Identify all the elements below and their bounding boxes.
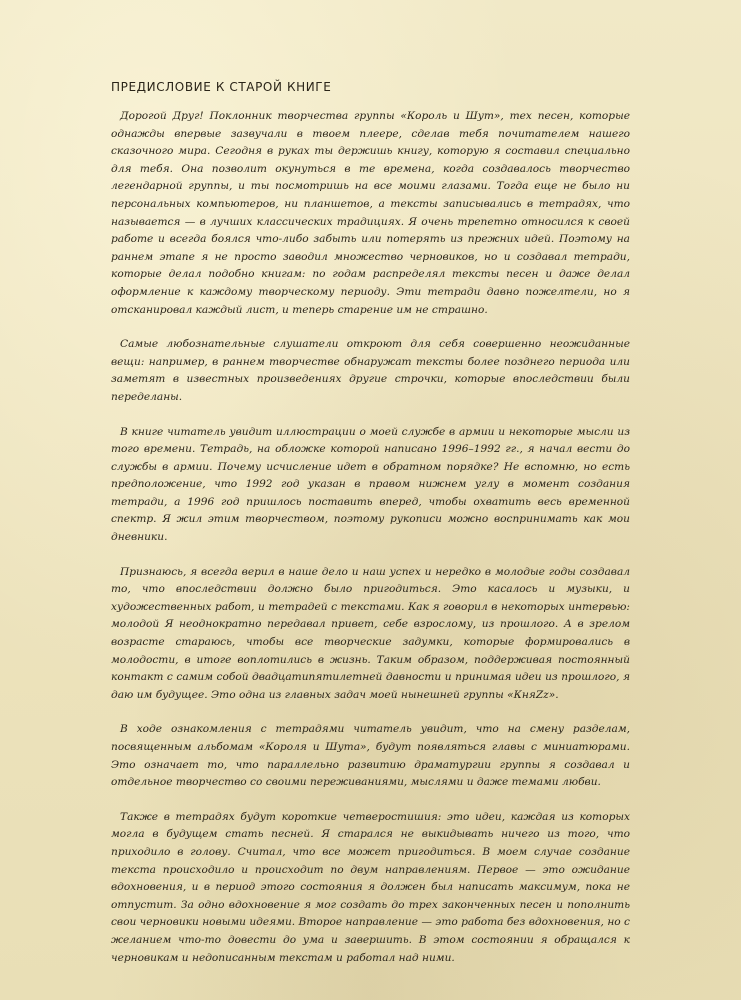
page-title: ПРЕДИСЛОВИЕ К СТАРОЙ КНИГЕ <box>111 80 332 94</box>
paragraph-4: Признаюсь, я всегда верил в наше дело и наш успех и нередко в молодые годы создавал то, что впоследствии должно было пригодиться. Это касалось и музыки, и художественных работ, и тетрадей с текстами. Как я говорил в некоторых интервью: молодой Я неоднократно передавал привет, себе взрослому, из прошлого. А в зрелом возрасте стараюсь, чтобы все творческие задумки, которые формировались в молодости, в итоге воплотились в жизнь. Таким образом, поддерживая постоянный контакт с самим собой двадцатипятилетней давности и принимая идеи из прошлого, я даю им будущее. Это одна из главных задач моей нынешней группы «КняZz». <box>111 565 630 701</box>
paragraph-5: В ходе ознакомления с тетрадями читатель увидит, что на смену разделам, посвященным альбомам «Короля и Шута», будут появляться главы с миниатюрами. Это означает то, что параллельно развитию драматургии группы я создавал и отдельное творчество со своими переживаниями, мыслями и даже темами любви. <box>111 723 630 789</box>
paragraph-3: В книге читатель увидит иллюстрации о моей службе в армии и некоторые мысли из того времени. Тетрадь, на обложке которой написано 1996–1992 гг., я начал вести до службы в армии. Почему исчисление идет в обратном порядке? Не вспомню, но есть предположение, что 1992 год указан в правом нижнем углу в момент создания тетради, а 1996 год пришлось поставить вперед, чтобы охватить весь временной спектр. Я жил этим творчеством, поэтому рукописи можно воспринимать как мои дневники. <box>111 425 630 544</box>
paragraph-1: Дорогой Друг! Поклонник творчества группы «Король и Шут», тех песен, которые однажды впервые зазвучали в твоем плеере, сделав тебя почитателем нашего сказочного мира. Сегодня в руках ты держишь книгу, которую я составил специально для тебя. Она позволит окунуться в те времена, когда создавалось творчество легендарной группы, и ты посмотришь на все моими глазами. Тогда еще не было ни персональных компьютеров, ни планшетов, а тексты записывались в тетрадях, что называется — в лучших классических традициях. Я очень трепетно относился к своей работе и всегда боялся что-либо забыть или потерять из прежних идей. Поэтому на раннем этапе я не просто заводил множество черновиков, но и создавал тетради, которые делал подобно книгам: по годам распределял тексты песен и даже делал оформление к каждому творческому периоду. Эти тетради давно пожелтели, но я отсканировал каждый лист, и теперь старение им не страшно. <box>111 110 630 316</box>
paragraph-6: Также в тетрадях будут короткие четверостишия: это идеи, каждая из которых могла в будущем стать песней. Я старался не выкидывать ничего из того, что приходило в голову. Считал, что все может пригодиться. В моем случае создание текста происходило и происходит по двум направлениям. Первое — это ожидание вдохновения, и в период этого состояния я должен был написать максимум, пока не отпустит. За одно вдохновение я мог создать до трех законченных песен и пополнить свои черновики новыми идеями. Второе направление — это работа без вдохновения, но с желанием что-то довести до ума и завершить. В этом состоянии я обращался к черновикам и недописанным текстам и работал над ними. <box>111 810 630 964</box>
paragraph-2: Самые любознательные слушатели откроют для себя совершенно неожиданные вещи: например, в раннем творчестве обнаружат тексты более позднего периода или заметят в известных произведениях другие строчки, которые впоследствии были переделаны. <box>111 338 630 403</box>
